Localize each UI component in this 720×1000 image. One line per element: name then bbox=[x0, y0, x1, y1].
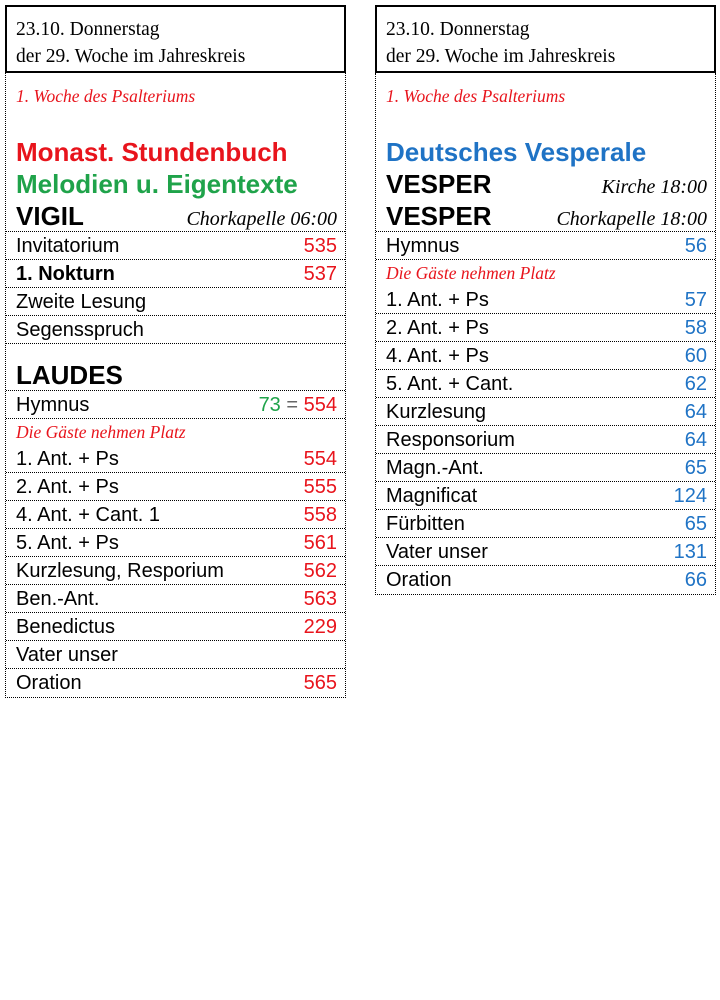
item-label: Magn.-Ant. bbox=[386, 456, 484, 479]
item-label: 4. Ant. + Cant. 1 bbox=[16, 503, 160, 526]
item-page: 565 bbox=[303, 672, 337, 694]
list-item bbox=[376, 482, 715, 510]
list-item bbox=[376, 454, 715, 482]
list-item bbox=[376, 510, 715, 538]
item-page: 561 bbox=[303, 531, 337, 554]
item-label: Kurzlesung, Resporium bbox=[16, 559, 224, 582]
item-label: 1. Ant. + Ps bbox=[16, 447, 119, 470]
item-page: 56 bbox=[684, 234, 707, 257]
item-page: 563 bbox=[303, 587, 337, 610]
list-item bbox=[6, 288, 345, 316]
item-page: 558 bbox=[303, 503, 337, 526]
item-page: 64 bbox=[684, 428, 707, 451]
psalter-week: 1. Woche des Psalteriums bbox=[16, 86, 196, 106]
item-page: 535 bbox=[303, 234, 337, 257]
item-label: 2. Ant. + Ps bbox=[16, 475, 119, 498]
section-time: Chorkapelle 18:00 bbox=[556, 208, 707, 230]
section-time: Chorkapelle 06:00 bbox=[186, 208, 337, 230]
page-red: 554 bbox=[303, 393, 337, 416]
list-item bbox=[6, 557, 345, 585]
item-label: Oration bbox=[16, 672, 82, 694]
section-time: Kirche 18:00 bbox=[601, 176, 707, 198]
item-label: Responsorium bbox=[386, 428, 515, 451]
list-item bbox=[376, 538, 715, 566]
list-item bbox=[6, 232, 345, 260]
date-header bbox=[5, 5, 346, 73]
item-page: 65 bbox=[684, 456, 707, 479]
section-vigil bbox=[6, 200, 345, 232]
book-title-melodien: Melodien u. Eigentexte bbox=[16, 169, 298, 199]
list-item bbox=[376, 398, 715, 426]
schedule-body bbox=[375, 73, 716, 595]
book-title-vesperale: Deutsches Vesperale bbox=[386, 137, 647, 167]
list-item bbox=[376, 342, 715, 370]
left-column bbox=[5, 5, 346, 698]
item-page: 131 bbox=[673, 540, 707, 563]
item-label: 1. Ant. + Ps bbox=[386, 288, 489, 311]
item-label: Vater unser bbox=[386, 540, 488, 563]
item-page: 554 bbox=[303, 447, 337, 470]
list-item bbox=[6, 585, 345, 613]
book-title-stundenbuch: Monast. Stundenbuch bbox=[16, 137, 288, 167]
list-item bbox=[376, 426, 715, 454]
guest-note: Die Gäste nehmen Platz bbox=[386, 263, 556, 283]
item-label: Hymnus bbox=[16, 393, 90, 416]
date-line-2: der 29. Woche im Jahreskreis bbox=[386, 46, 616, 67]
list-item bbox=[376, 286, 715, 314]
schedule-body bbox=[5, 73, 346, 698]
item-page: 537 bbox=[303, 262, 337, 285]
item-page: 555 bbox=[303, 475, 337, 498]
item-page: 66 bbox=[684, 569, 707, 591]
item-label: 2. Ant. + Ps bbox=[386, 316, 489, 339]
list-item bbox=[376, 370, 715, 398]
list-item bbox=[376, 314, 715, 342]
list-item bbox=[6, 260, 345, 288]
item-label: 4. Ant. + Ps bbox=[386, 344, 489, 367]
list-item bbox=[6, 445, 345, 473]
item-page: 62 bbox=[684, 372, 707, 395]
page-green: 73 bbox=[258, 393, 281, 416]
list-item bbox=[376, 566, 715, 594]
item-label: 5. Ant. + Cant. bbox=[386, 372, 514, 395]
list-item bbox=[6, 669, 345, 697]
guest-note: Die Gäste nehmen Platz bbox=[16, 422, 186, 442]
section-laudes bbox=[6, 359, 345, 391]
item-label: Benedictus bbox=[16, 615, 115, 638]
date-line-1: 23.10. Donnerstag bbox=[16, 19, 160, 40]
item-page: 57 bbox=[684, 288, 707, 311]
item-page: 124 bbox=[673, 484, 707, 507]
section-name: VESPER bbox=[386, 201, 492, 231]
item-label: Segensspruch bbox=[16, 318, 144, 341]
date-header bbox=[375, 5, 716, 73]
item-label: Vater unser bbox=[16, 643, 118, 666]
list-item-hymnus bbox=[376, 232, 715, 260]
item-page: 60 bbox=[684, 344, 707, 367]
list-item bbox=[6, 501, 345, 529]
section-name: VIGIL bbox=[16, 201, 84, 231]
section-name: LAUDES bbox=[16, 360, 123, 390]
item-label: Kurzlesung bbox=[386, 400, 487, 423]
item-label: Oration bbox=[386, 569, 452, 591]
item-label: 1. Nokturn bbox=[16, 262, 115, 285]
item-page: 58 bbox=[684, 316, 707, 339]
item-page: 65 bbox=[684, 512, 707, 535]
list-item bbox=[6, 613, 345, 641]
date-line-1: 23.10. Donnerstag bbox=[386, 19, 530, 40]
section-name: VESPER bbox=[386, 169, 492, 199]
list-item bbox=[6, 641, 345, 669]
item-label: Ben.-Ant. bbox=[16, 587, 100, 610]
psalter-week: 1. Woche des Psalteriums bbox=[386, 86, 566, 106]
item-page: 229 bbox=[303, 615, 337, 638]
item-page bbox=[259, 391, 337, 419]
item-label: Zweite Lesung bbox=[16, 290, 147, 313]
section-vesper-chorkapelle bbox=[376, 200, 715, 232]
item-label: Hymnus bbox=[386, 234, 460, 257]
equals-sign: = bbox=[286, 393, 299, 416]
item-label: 5. Ant. + Ps bbox=[16, 531, 119, 554]
item-label: Magnificat bbox=[386, 484, 478, 507]
item-label: Invitatorium bbox=[16, 234, 120, 257]
list-item-hymnus bbox=[6, 391, 345, 419]
list-item bbox=[6, 473, 345, 501]
section-vesper-kirche bbox=[376, 168, 715, 200]
item-page: 562 bbox=[303, 559, 337, 582]
list-item bbox=[6, 316, 345, 344]
item-page: 64 bbox=[684, 400, 707, 423]
right-column bbox=[375, 5, 716, 595]
item-label: Fürbitten bbox=[386, 512, 465, 535]
date-line-2: der 29. Woche im Jahreskreis bbox=[16, 46, 246, 67]
list-item bbox=[6, 529, 345, 557]
